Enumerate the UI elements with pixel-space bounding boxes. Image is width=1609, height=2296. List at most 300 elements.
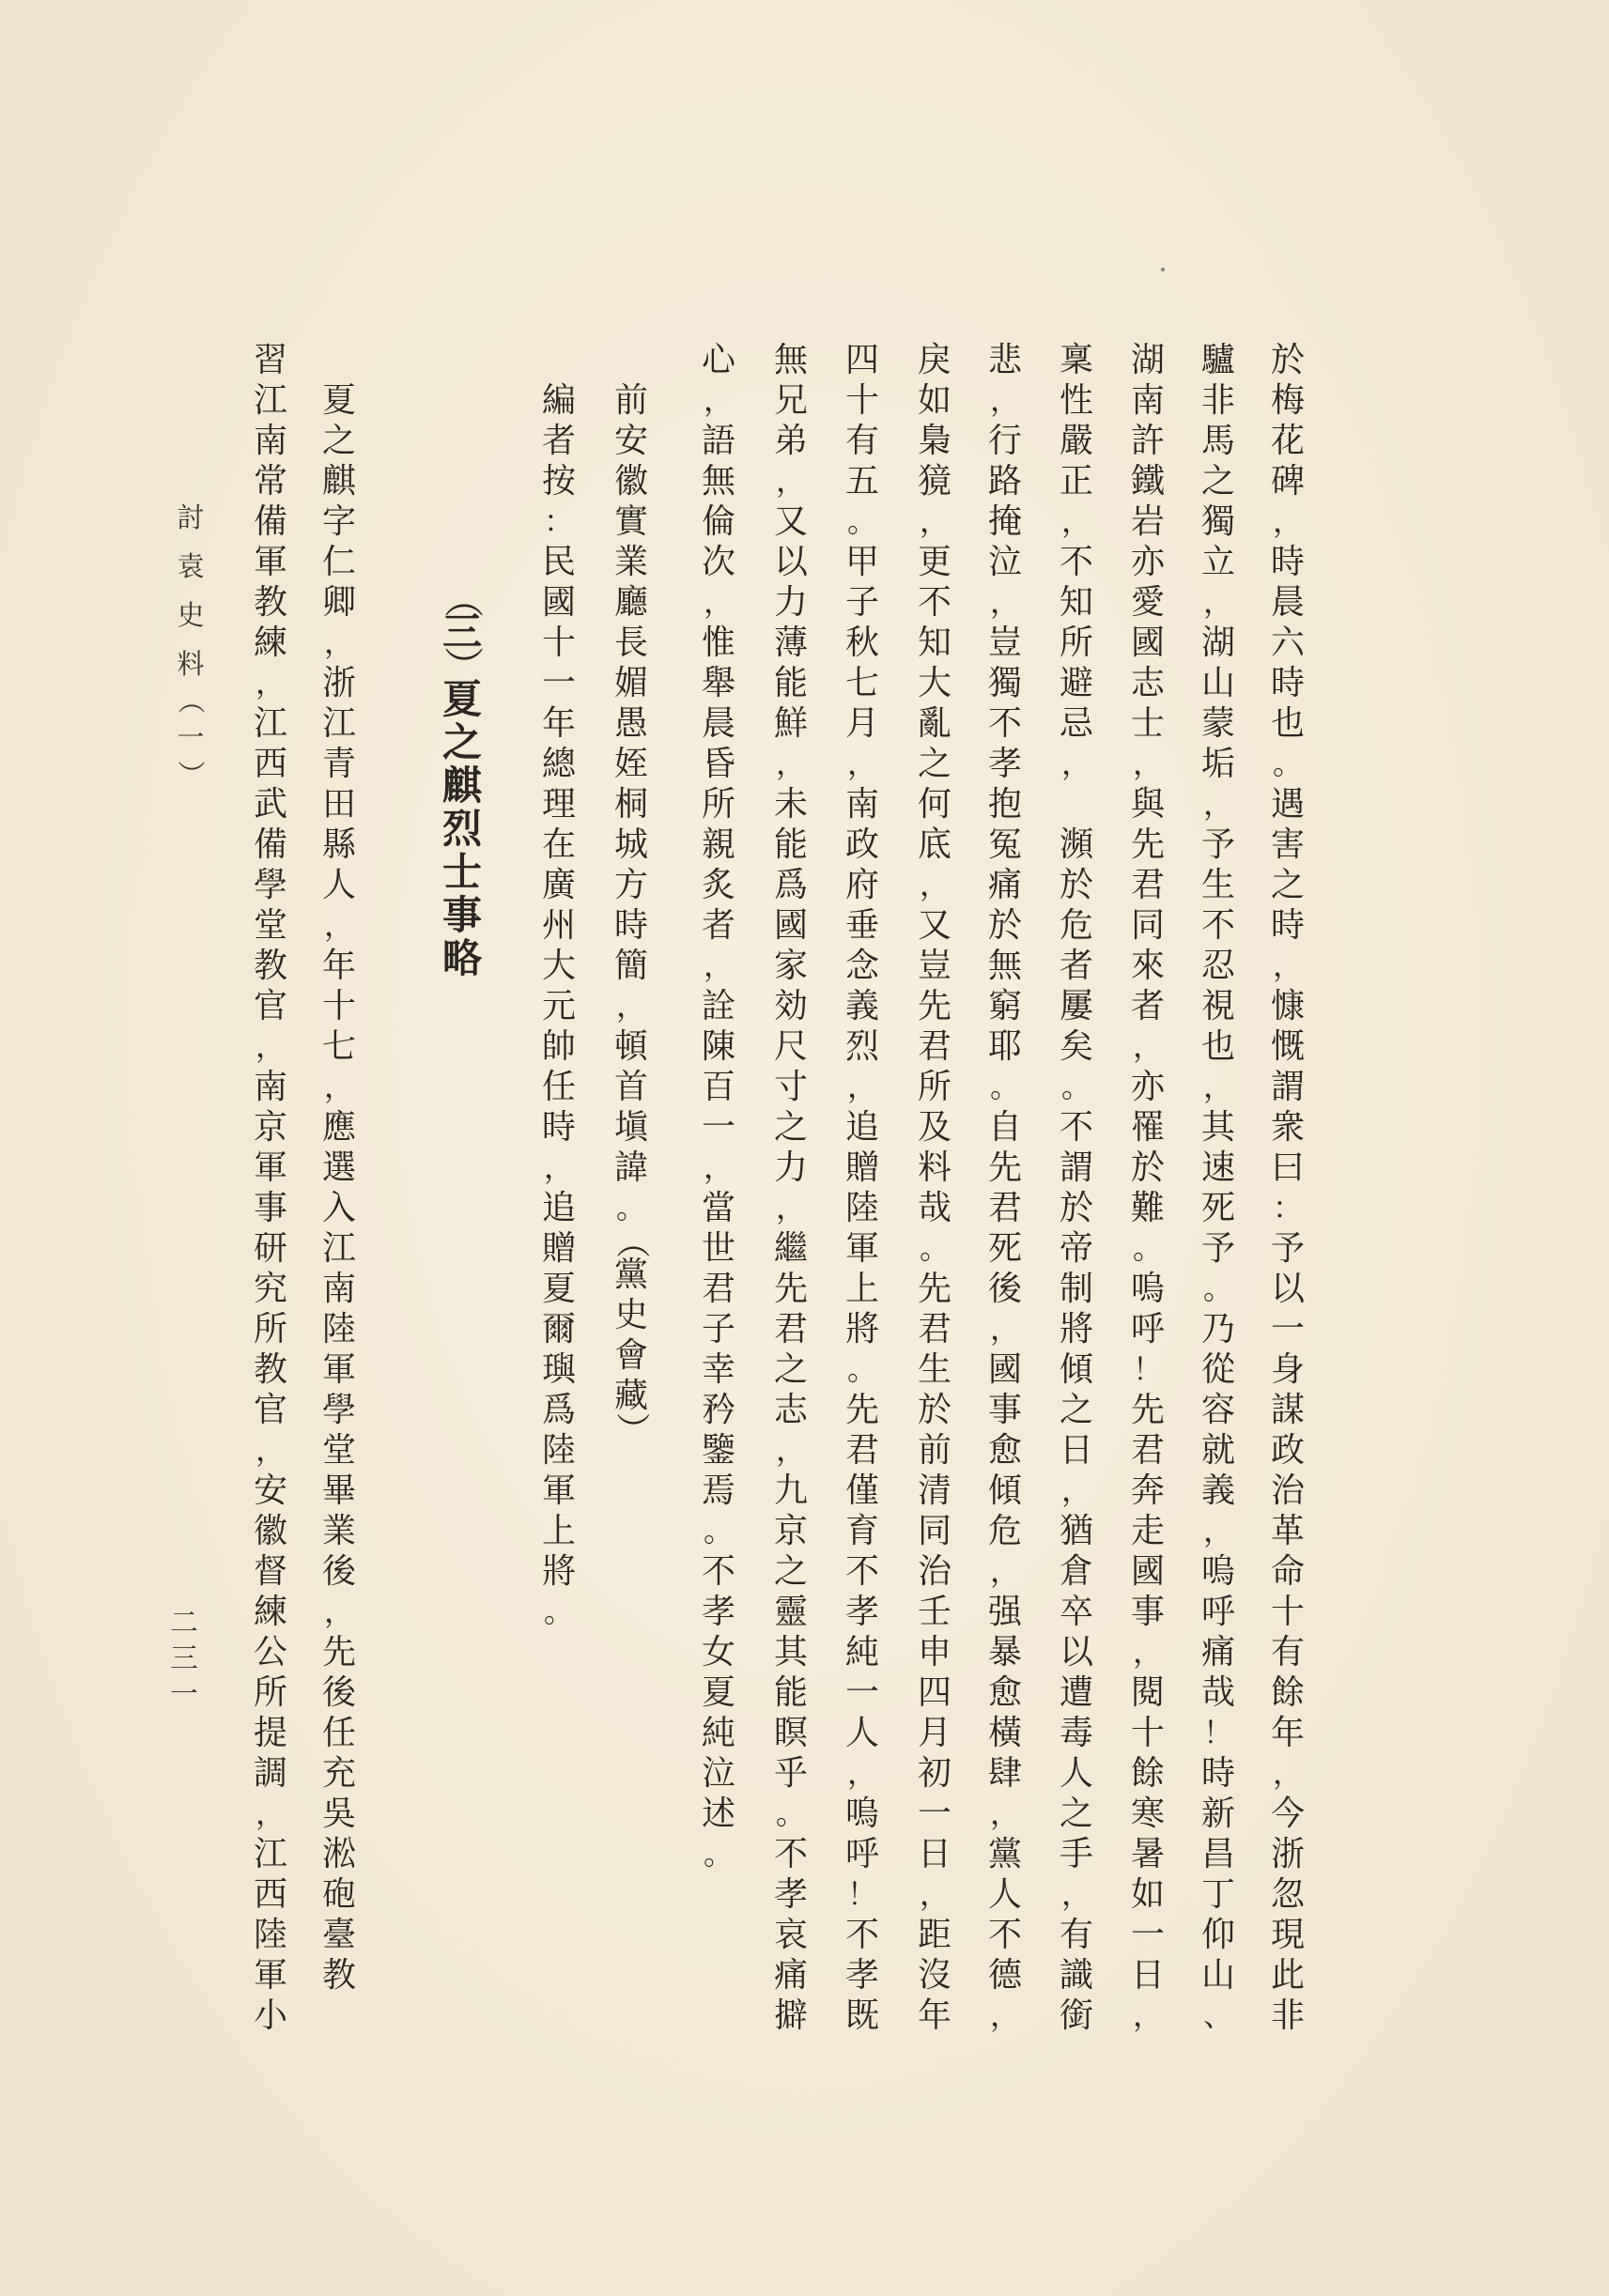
glyph: 死 [1200, 1189, 1235, 1227]
section-body-column-1 [317, 380, 361, 1996]
glyph: ， [1060, 503, 1091, 539]
glyph: 寒 [1130, 1795, 1165, 1833]
glyph: 其 [773, 1633, 808, 1672]
glyph: 許 [1130, 422, 1165, 460]
glyph: 僅 [844, 1472, 879, 1510]
glyph: 一 [1130, 1916, 1165, 1954]
glyph: 三 [441, 609, 482, 655]
glyph: 傾 [987, 1472, 1022, 1510]
glyph: ， [255, 665, 286, 701]
glyph: 政 [1270, 1431, 1305, 1470]
glyph: ， [1202, 1513, 1233, 1549]
glyph: 孝 [844, 1593, 879, 1631]
glyph: 命 [1270, 1552, 1305, 1591]
glyph: 軍 [253, 1956, 287, 1995]
glyph: 一 [844, 1673, 879, 1712]
glyph: 次 [701, 543, 735, 581]
glyph: 難 [1130, 1189, 1165, 1227]
glyph: 舉 [701, 664, 735, 702]
glyph: 所 [253, 1673, 287, 1712]
glyph: 於 [1270, 341, 1305, 379]
glyph: 知 [917, 624, 951, 662]
glyph: 愈 [987, 1431, 1022, 1470]
glyph: 志 [773, 1391, 808, 1429]
glyph: 夏 [441, 676, 482, 722]
glyph: 於 [917, 1391, 951, 1429]
glyph: 後 [321, 1673, 356, 1712]
glyph: 於 [1130, 1148, 1165, 1187]
glyph: 予 [1200, 825, 1235, 864]
glyph: 嗚 [1130, 1270, 1165, 1308]
glyph: 有 [1270, 1633, 1305, 1672]
glyph: 大 [917, 664, 951, 702]
glyph: 首 [613, 1068, 648, 1106]
glyph: 十 [1270, 1593, 1305, 1631]
glyph: 與 [1130, 785, 1165, 824]
glyph: 畢 [321, 1472, 356, 1510]
glyph: 冤 [987, 825, 1022, 864]
glyph: 非 [1270, 1996, 1305, 2035]
glyph: 知 [1059, 583, 1093, 622]
glyph: 時 [1270, 664, 1305, 702]
glyph: 嗚 [1200, 1552, 1235, 1591]
glyph: 青 [321, 745, 356, 783]
glyph: 業 [613, 543, 648, 581]
glyph: ， [1060, 1472, 1091, 1508]
glyph: 兄 [773, 381, 808, 420]
glyph: 制 [1059, 1270, 1093, 1308]
glyph: 壬 [917, 1593, 951, 1631]
glyph: 遭 [1059, 1673, 1093, 1712]
glyph: 士 [441, 849, 482, 895]
glyph: 廳 [613, 583, 648, 622]
glyph: 弟 [773, 422, 808, 460]
glyph: ， [919, 867, 950, 902]
glyph: ， [989, 1795, 1020, 1831]
glyph: ， [989, 382, 1020, 418]
glyph: ， [846, 746, 877, 781]
glyph: 德 [987, 1956, 1022, 1995]
glyph: 幸 [701, 1350, 735, 1389]
glyph: 視 [1200, 987, 1235, 1025]
glyph: 之 [917, 745, 951, 783]
glyph: 一 [701, 1108, 735, 1147]
glyph: 親 [701, 825, 735, 864]
glyph: 昏 [701, 745, 735, 783]
glyph: 之 [1059, 1795, 1093, 1833]
glyph: 理 [541, 785, 576, 824]
glyph: 掩 [987, 502, 1022, 541]
glyph: 路 [987, 462, 1022, 501]
glyph: 危 [987, 1512, 1022, 1550]
glyph: 痛 [773, 1956, 808, 1995]
glyph: 惟 [701, 624, 735, 662]
glyph: 予 [1270, 1229, 1305, 1268]
glyph: 充 [321, 1754, 356, 1793]
glyph: 性 [1059, 381, 1093, 420]
glyph: 呼 [1200, 1593, 1235, 1631]
glyph: 痛 [1200, 1633, 1235, 1672]
glyph: 志 [1130, 664, 1165, 702]
glyph: 一 [541, 664, 576, 702]
glyph: 自 [987, 1108, 1022, 1147]
glyph: ， [255, 1795, 286, 1831]
glyph: 選 [321, 1148, 356, 1187]
glyph: 時 [1270, 906, 1305, 945]
glyph: 江 [253, 1835, 287, 1873]
glyph: ： [1272, 1190, 1303, 1225]
glyph: 浙 [1270, 1835, 1305, 1873]
glyph: 人 [844, 1714, 879, 1752]
glyph: 獍 [917, 462, 951, 501]
running-footer-title [169, 493, 212, 786]
glyph: 鑒 [701, 1431, 735, 1470]
glyph: 安 [253, 1472, 287, 1510]
glyph: 不 [1059, 1108, 1093, 1147]
glyph: ！ [1132, 1351, 1163, 1387]
glyph: 泣 [701, 1754, 735, 1793]
glyph: 。 [1272, 746, 1303, 781]
glyph: 鐵 [1130, 462, 1165, 501]
glyph: 研 [253, 1229, 287, 1268]
glyph: 。 [1202, 1271, 1233, 1306]
glyph: 愛 [1130, 583, 1165, 622]
glyph: 六 [1270, 624, 1305, 662]
glyph: ， [255, 1028, 286, 1064]
glyph: 陳 [701, 1027, 735, 1066]
glyph: 罹 [1130, 1108, 1165, 1147]
glyph: 時 [1200, 1754, 1235, 1793]
glyph: 更 [917, 543, 951, 581]
glyph: 所 [1059, 624, 1093, 662]
glyph: 謂 [1059, 1148, 1093, 1187]
glyph: 一 [177, 721, 205, 753]
glyph: 塡 [613, 1108, 648, 1147]
glyph: ！ [846, 1876, 877, 1912]
glyph: 。 [703, 1513, 734, 1549]
glyph: 義 [1200, 1472, 1235, 1510]
glyph: 手 [1059, 1835, 1093, 1873]
glyph: 君 [1130, 866, 1165, 904]
glyph: 先 [917, 1270, 951, 1308]
glyph: 軍 [321, 1350, 356, 1389]
glyph: 。 [703, 1836, 734, 1872]
glyph: 帥 [541, 1027, 576, 1066]
glyph: 之 [773, 1108, 808, 1147]
glyph: 習 [253, 341, 287, 379]
glyph: 仁 [321, 543, 356, 581]
glyph: 寸 [773, 1068, 808, 1106]
glyph: 呼 [844, 1835, 879, 1873]
glyph: 徽 [613, 462, 648, 501]
glyph: 爾 [541, 1310, 576, 1348]
glyph: 就 [1200, 1431, 1235, 1470]
glyph: 年 [541, 704, 576, 743]
glyph: ） [175, 760, 207, 788]
glyph: 官 [253, 987, 287, 1025]
glyph: 南 [321, 1270, 356, 1308]
glyph: 練 [253, 1593, 287, 1631]
glyph: ， [989, 1311, 1020, 1347]
glyph: 不 [987, 1916, 1022, 1954]
glyph: 九 [773, 1472, 808, 1510]
glyph: 略 [441, 935, 482, 981]
glyph: 無 [987, 947, 1022, 985]
text-column-9 [697, 340, 740, 1874]
glyph: ， [1272, 503, 1303, 539]
glyph: 泣 [987, 543, 1022, 581]
editor-note [537, 380, 580, 1632]
glyph: （ [440, 578, 486, 618]
glyph: 吳 [321, 1795, 356, 1833]
glyph: 及 [917, 1108, 951, 1147]
glyph: 將 [1059, 1310, 1093, 1348]
glyph: 字 [321, 502, 356, 541]
glyph: 耶 [987, 1027, 1022, 1066]
glyph: 七 [844, 664, 879, 702]
glyph: 驢 [1200, 341, 1235, 379]
glyph: 亂 [917, 704, 951, 743]
glyph: 同 [917, 1512, 951, 1550]
glyph: 瞑 [773, 1714, 808, 1752]
glyph: 之 [321, 422, 356, 460]
glyph: 一 [1270, 1310, 1305, 1348]
glyph: 孝 [987, 745, 1022, 783]
glyph: 力 [773, 1148, 808, 1187]
glyph: 將 [844, 1310, 879, 1348]
glyph: 四 [917, 1673, 951, 1712]
glyph: 來 [1130, 947, 1165, 985]
glyph: 田 [321, 785, 356, 824]
glyph: ， [1132, 746, 1163, 781]
glyph: 暴 [987, 1633, 1022, 1672]
glyph: 贈 [541, 1229, 576, 1268]
glyph: 陸 [321, 1310, 356, 1348]
glyph: ， [989, 584, 1020, 620]
glyph: ， [1202, 786, 1233, 822]
glyph: 忌 [1059, 704, 1093, 743]
glyph: 識 [1059, 1956, 1093, 1995]
glyph: 稟 [1059, 341, 1093, 379]
glyph: 民 [541, 543, 576, 581]
glyph: 薄 [773, 624, 808, 662]
glyph: 提 [253, 1714, 287, 1752]
glyph: 事 [987, 1391, 1022, 1429]
glyph: 小 [253, 1996, 287, 2035]
glyph: 淞 [321, 1835, 356, 1873]
glyph: 甲 [844, 543, 879, 581]
glyph: 爲 [773, 866, 808, 904]
glyph: 嗚 [844, 1795, 879, 1833]
glyph: 任 [321, 1714, 356, 1752]
glyph: 教 [321, 1956, 356, 1995]
glyph: 馬 [1200, 422, 1235, 460]
glyph: 三 [170, 1642, 198, 1675]
glyph: 夏 [541, 1270, 576, 1308]
glyph: 事 [253, 1189, 287, 1227]
glyph: 不 [1200, 906, 1235, 945]
glyph: 亦 [1130, 1068, 1165, 1106]
glyph: ， [919, 1876, 950, 1912]
glyph: 日 [1130, 1956, 1165, 1995]
glyph: 君 [917, 1027, 951, 1066]
glyph: 子 [844, 583, 879, 622]
glyph: 者 [541, 422, 576, 460]
glyph: ， [703, 1149, 734, 1185]
glyph: 家 [773, 947, 808, 985]
glyph: 麒 [321, 462, 356, 501]
glyph: 年 [321, 947, 356, 985]
glyph: ， [543, 1149, 574, 1185]
glyph: 國 [541, 583, 576, 622]
glyph: 謀 [1270, 1391, 1305, 1429]
glyph: 西 [253, 745, 287, 783]
text-column-8 [769, 340, 812, 2036]
glyph: 生 [1200, 866, 1235, 904]
text-column-4 [1055, 340, 1098, 2036]
glyph: 愚 [613, 704, 648, 743]
glyph: 諱 [613, 1148, 648, 1187]
glyph: 將 [541, 1552, 576, 1591]
glyph: 立 [1200, 543, 1235, 581]
glyph: 危 [1059, 906, 1093, 945]
glyph: 上 [844, 1270, 879, 1308]
glyph: 餘 [1130, 1754, 1165, 1793]
glyph: 非 [1200, 381, 1235, 420]
glyph: 既 [844, 1996, 879, 2035]
glyph: 山 [1200, 664, 1235, 702]
glyph: 年 [917, 1996, 951, 2035]
glyph: 年 [1270, 1714, 1305, 1752]
glyph: 督 [253, 1552, 287, 1591]
glyph: 大 [541, 947, 576, 985]
glyph: 卿 [321, 583, 356, 622]
glyph: 國 [987, 1350, 1022, 1389]
glyph: 有 [844, 422, 879, 460]
glyph: 江 [321, 704, 356, 743]
glyph: 臺 [321, 1916, 356, 1954]
glyph: 事 [1130, 1593, 1165, 1631]
glyph: 慷 [1270, 987, 1305, 1025]
glyph: 十 [1130, 1714, 1165, 1752]
glyph: 一 [917, 1795, 951, 1833]
glyph: 現 [1270, 1916, 1305, 1954]
glyph: 矣 [1059, 1027, 1093, 1066]
glyph: 業 [321, 1512, 356, 1550]
glyph: 女 [701, 1633, 735, 1672]
glyph: 。 [543, 1594, 574, 1629]
glyph: 念 [844, 947, 879, 985]
glyph: ， [1132, 1634, 1163, 1670]
glyph: 璵 [541, 1350, 576, 1389]
glyph: 任 [541, 1068, 576, 1106]
glyph: 晨 [701, 704, 735, 743]
glyph: 藏 [613, 1377, 648, 1415]
glyph: 軍 [253, 543, 287, 581]
glyph: 傾 [1059, 1350, 1093, 1389]
glyph: 容 [1200, 1391, 1235, 1429]
glyph: 孝 [773, 1875, 808, 1914]
glyph: 先 [1130, 825, 1165, 864]
glyph: ， [1272, 1755, 1303, 1791]
glyph: ， [989, 1553, 1020, 1589]
glyph: 編 [541, 381, 576, 420]
glyph: 安 [613, 422, 648, 460]
glyph: 所 [701, 785, 735, 824]
glyph: 孝 [844, 1956, 879, 1995]
glyph: ， [323, 1594, 354, 1629]
glyph: 贈 [844, 1148, 879, 1187]
glyph: 調 [253, 1754, 287, 1793]
glyph: 前 [613, 381, 648, 420]
glyph: 五 [844, 462, 879, 501]
glyph: 昌 [1200, 1835, 1235, 1873]
glyph: 尺 [773, 1027, 808, 1066]
glyph: ， [323, 1069, 354, 1104]
glyph: 閱 [1130, 1673, 1165, 1712]
glyph: 新 [1200, 1795, 1235, 1833]
glyph: 不 [1059, 543, 1093, 581]
text-column-5 [983, 340, 1027, 2036]
glyph: 會 [613, 1336, 648, 1375]
glyph: 者 [1059, 947, 1093, 985]
glyph: 申 [917, 1633, 951, 1672]
glyph: 其 [1200, 1108, 1235, 1147]
glyph: ， [703, 948, 734, 983]
glyph: 後 [321, 1552, 356, 1591]
glyph: 肆 [987, 1754, 1022, 1793]
glyph: 。 [1132, 1230, 1163, 1266]
glyph: 不 [701, 1552, 735, 1591]
glyph: 同 [1130, 906, 1165, 945]
glyph: 。 [919, 1230, 950, 1266]
glyph: 官 [253, 1391, 287, 1429]
glyph: 語 [701, 422, 735, 460]
glyph: 徽 [253, 1512, 287, 1550]
glyph: 砲 [321, 1875, 356, 1914]
glyph: 武 [253, 785, 287, 824]
glyph: 純 [701, 1714, 735, 1752]
glyph: 頓 [613, 1027, 648, 1066]
paper-speck [1161, 268, 1165, 271]
glyph: ， [775, 1190, 806, 1225]
glyph: 長 [613, 624, 648, 662]
glyph: 之 [1270, 866, 1305, 904]
glyph: 南 [253, 422, 287, 460]
glyph: ） [440, 645, 486, 686]
glyph: 治 [917, 1552, 951, 1591]
glyph: 行 [987, 422, 1022, 460]
glyph: 碑 [1270, 462, 1305, 501]
glyph: 當 [701, 1189, 735, 1227]
glyph: 國 [1130, 624, 1165, 662]
glyph: 。 [846, 503, 877, 539]
glyph: 州 [541, 906, 576, 945]
glyph: 軍 [541, 1472, 576, 1510]
glyph: 南 [844, 785, 879, 824]
glyph: 於 [1059, 866, 1093, 904]
glyph: 夏 [321, 381, 356, 420]
glyph: 晨 [1270, 583, 1305, 622]
glyph: 効 [773, 987, 808, 1025]
glyph: ， [1060, 746, 1091, 781]
glyph: ： [543, 503, 574, 539]
glyph: 從 [1200, 1350, 1235, 1389]
glyph: 之 [441, 719, 482, 765]
glyph: 之 [773, 1552, 808, 1591]
glyph: 靈 [773, 1593, 808, 1631]
glyph: 身 [1270, 1350, 1305, 1389]
